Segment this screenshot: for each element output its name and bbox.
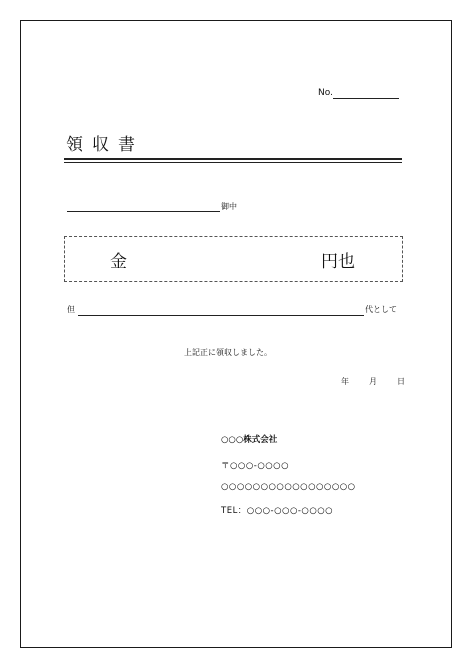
receipt-title: 領収書 [66, 135, 144, 155]
purpose-line [78, 315, 364, 316]
date-year-label: 年 [341, 377, 349, 386]
issuer-address: ○○○○○○○○○○○○○○○○○ [221, 482, 356, 492]
issuer-postal-code: 〒○○○-○○○○ [221, 461, 289, 471]
receipt-number-label: No. [318, 88, 333, 98]
issuer-phone: TEL：○○○-○○○-○○○○ [221, 506, 334, 516]
receipt-number-line [333, 98, 399, 99]
receipt-statement: 上記正に領収しました。 [184, 348, 272, 357]
addressee-suffix: 御中 [221, 202, 237, 211]
receipt-page [20, 20, 452, 648]
addressee-line [67, 211, 220, 212]
date-month-label: 月 [369, 377, 377, 386]
title-rule-thick [64, 158, 402, 160]
amount-prefix: 金 [110, 252, 127, 272]
purpose-prefix: 但 [67, 305, 75, 314]
date-day-label: 日 [397, 377, 405, 386]
purpose-suffix: 代として [365, 305, 397, 314]
amount-suffix: 円也 [321, 252, 355, 272]
title-rule-thin [64, 162, 402, 163]
issuer-company: ○○○株式会社 [221, 435, 278, 445]
